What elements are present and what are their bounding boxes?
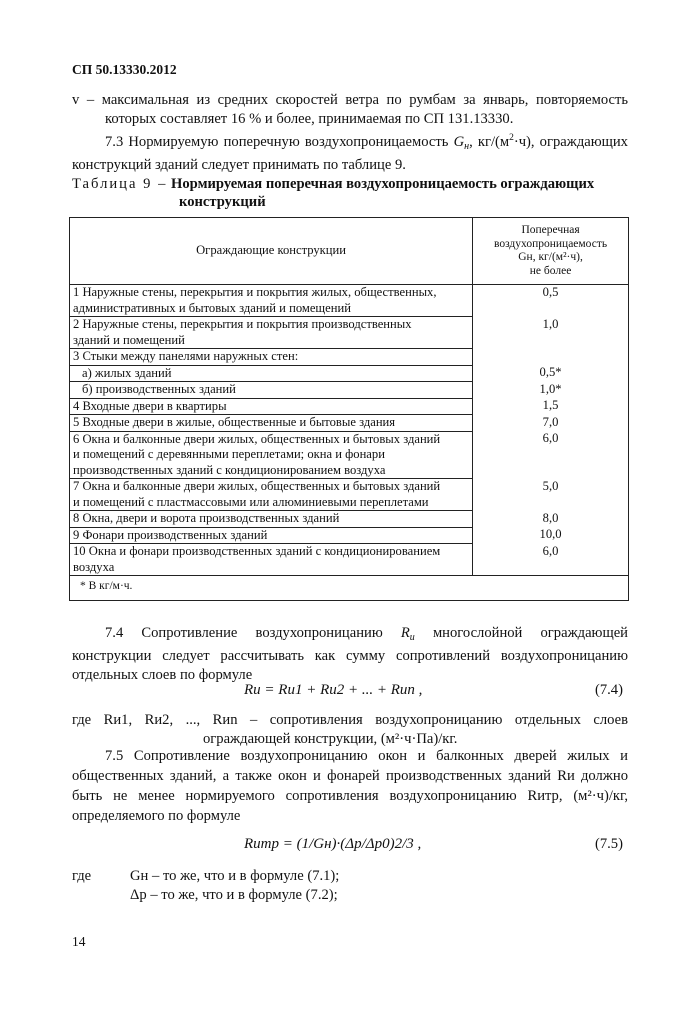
where-7-5-item-2: Δp – то же, что и в формуле (7.2); <box>130 887 338 903</box>
formula-7-4: Rи = Rи1 + Rи2 + ... + Rиn , <box>244 682 423 698</box>
row-value <box>473 349 629 366</box>
clause-7-3-line-2: конструкций зданий следует принимать по таблице 9. <box>72 157 406 173</box>
table-row <box>70 285 629 317</box>
table-header-row <box>70 218 629 285</box>
where-7-4-line-2: ограждающей конструкции, (м²·ч·Па)/кг. <box>203 731 458 747</box>
row-structure: 9 Фонари производственных зданий <box>70 527 473 544</box>
where-7-4-line-1: где Rи1, Rи2, ..., Rиn – сопротивления воздухопроницанию отдельных слоев <box>72 712 628 728</box>
document-code: СП 50.13330.2012 <box>72 62 177 77</box>
table-footnote-row <box>70 576 629 601</box>
row-value: 5,0 <box>473 479 629 511</box>
clause-7-4-line-3: отдельных слоев по формуле <box>72 667 253 683</box>
row-structure: 7 Окна и балконные двери жилых, общественных и бытовых зданий и помещений с пластмассовыми или алюминиевыми переплетами <box>70 479 473 511</box>
table-row <box>70 479 629 511</box>
row-structure: 1 Наружные стены, перекрытия и покрытия жилых, общественных, административных и бытовых зданий и помещений <box>70 285 473 317</box>
where-7-5-item-1: Gн – то же, что и в формуле (7.1); <box>130 868 340 884</box>
formula-7-5: Rитр = (1/Gн)·(Δp/Δp0)2/3 , <box>244 836 422 852</box>
page-number: 14 <box>72 934 86 949</box>
table-caption <box>72 175 628 211</box>
clause-7-5-line-2: общественных зданий, а также окон и фонарей производственных зданий Rи должно <box>72 768 628 784</box>
table-caption-title-2: конструкций <box>179 194 266 210</box>
table-row <box>70 431 629 479</box>
row-value: 0,5 <box>473 285 629 317</box>
table-row <box>70 511 629 528</box>
row-value: 6,0 <box>473 431 629 479</box>
row-value: 10,0 <box>473 527 629 544</box>
col-header-permeability: Поперечная воздухопроницаемость Gн, кг/(м²·ч), не более <box>473 218 629 285</box>
table-row <box>70 349 629 366</box>
row-structure: б) производственных зданий <box>70 382 473 399</box>
row-structure: 3 Стыки между панелями наружных стен: <box>70 349 473 366</box>
table-row <box>70 317 629 349</box>
table-footnote: * В кг/м·ч. <box>70 576 629 601</box>
clause-7-3-line-1: 7.3 Нормируемую поперечную воздухопроницаемость $G_н$, $кг/(м^2\cdot ч)$, ограждающих <box>105 133 628 152</box>
intro-line-2: которых составляет 16 % и более, принимаемая по СП 131.13330. <box>105 111 514 127</box>
clause-7-5-line-1: 7.5 Сопротивление воздухопроницанию окон и балконных дверей жилых и <box>105 748 628 764</box>
row-value: 1,5 <box>473 398 629 415</box>
clause-7-4 <box>72 624 628 685</box>
table-row <box>70 398 629 415</box>
table-row <box>70 365 629 382</box>
table-row <box>70 382 629 399</box>
table-caption-title: Нормируемая поперечная воздухопроницаемость ограждающих <box>171 176 595 192</box>
clause-7-5 <box>72 746 628 826</box>
table-row <box>70 415 629 432</box>
equation-number-7-5: (7.5) <box>595 836 623 852</box>
clause-7-4-line-2: конструкции следует рассчитывать как сумму сопротивлений воздухопроницанию <box>72 648 628 664</box>
row-value: 6,0 <box>473 544 629 576</box>
table-row <box>70 527 629 544</box>
row-value: 7,0 <box>473 415 629 432</box>
intro-text <box>72 91 628 175</box>
table-caption-prefix: Таблица 9 – <box>72 176 168 192</box>
row-structure: 5 Входные двери в жилые, общественные и бытовые здания <box>70 415 473 432</box>
clause-7-4-line-1: 7.4 Сопротивление воздухопроницанию $R_и$ многослойной ограждающей <box>105 625 628 643</box>
row-structure: 10 Окна и фонари производственных зданий с кондиционированием воздуха <box>70 544 473 576</box>
equation-number-7-4: (7.4) <box>595 682 623 698</box>
where-7-5-list <box>130 867 339 905</box>
row-structure: 8 Окна, двери и ворота производственных зданий <box>70 511 473 528</box>
intro-line-1: v – максимальная из средних скоростей ветра по румбам за январь, повторяемость <box>72 92 628 108</box>
row-structure: а) жилых зданий <box>70 365 473 382</box>
formula-7-4-where <box>72 711 628 749</box>
where-7-5-label: где <box>72 868 92 884</box>
table-row <box>70 544 629 576</box>
row-value: 0,5* <box>473 365 629 382</box>
row-value: 1,0 <box>473 317 629 349</box>
row-structure: 6 Окна и балконные двери жилых, общественных и бытовых зданий и помещений с деревянными переплетами; окна и фонари производственных зданий с кондиционированием воздуха <box>70 431 473 479</box>
row-structure: 4 Входные двери в квартиры <box>70 398 473 415</box>
table-9 <box>69 217 629 601</box>
col-header-structures: Ограждающие конструкции <box>70 218 473 285</box>
clause-7-5-line-3: быть не менее нормируемого сопротивления воздухопроницанию Rитр, (м²·ч)/кг, <box>72 788 628 804</box>
clause-7-5-line-4: определяемого по формуле <box>72 808 241 824</box>
row-value: 1,0* <box>473 382 629 399</box>
row-value: 8,0 <box>473 511 629 528</box>
row-structure: 2 Наружные стены, перекрытия и покрытия производственных зданий и помещений <box>70 317 473 349</box>
